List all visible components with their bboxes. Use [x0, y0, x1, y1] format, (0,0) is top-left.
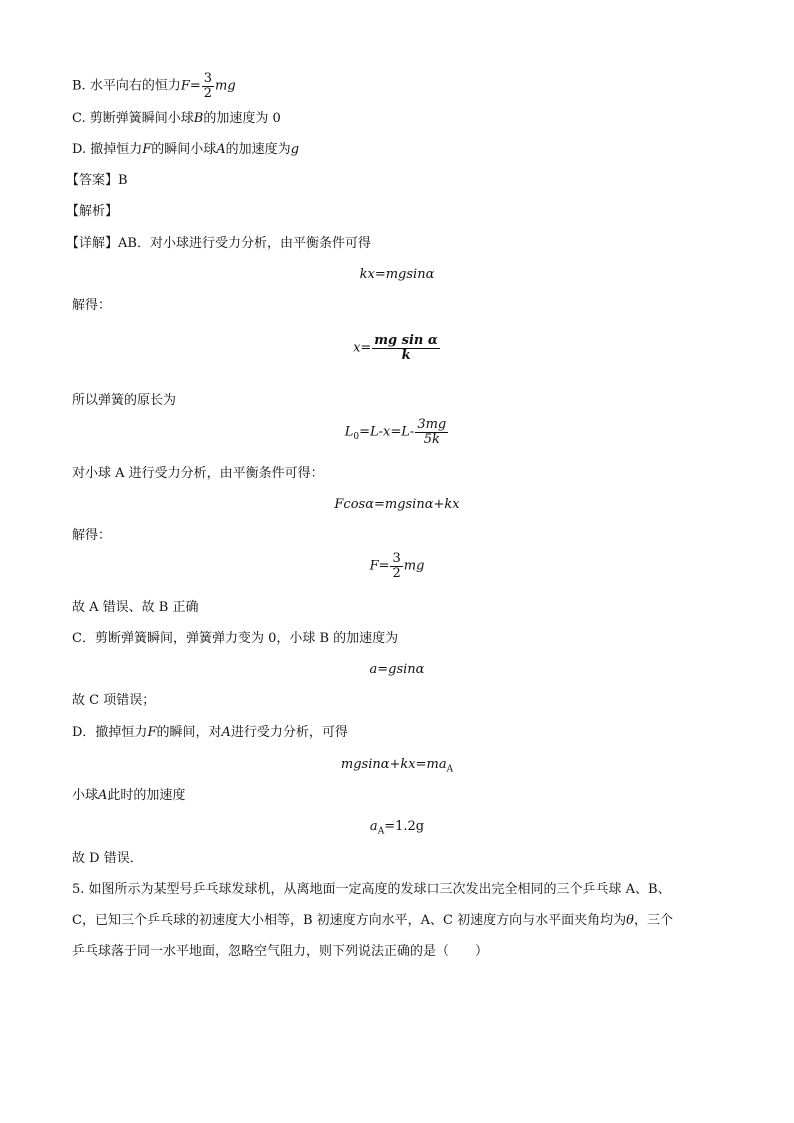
solve-label-1: 解得： — [72, 298, 112, 313]
eq3-mid: =L-x=L- — [359, 424, 415, 440]
d-part-b: 的瞬间，对 — [156, 725, 222, 740]
option-b-fraction — [202, 72, 214, 100]
eq5-fraction — [390, 552, 402, 580]
eq5-num: 3 — [392, 551, 401, 566]
analysis-label: 【解析】 — [66, 204, 119, 219]
option-d — [72, 141, 299, 159]
option-d-text-a: D. 撤掉恒力 — [72, 142, 143, 157]
question-5-line-2 — [72, 912, 673, 930]
option-d-text-b: 的瞬间小球 — [151, 142, 217, 157]
equation-2 — [0, 334, 794, 362]
eq3-lhs: L — [344, 424, 354, 440]
accel-a-var: A — [98, 788, 108, 803]
eq7-main: mgsinα+kx=ma — [340, 757, 447, 772]
q5-line2-b: ，三个 — [633, 913, 673, 928]
eq2-den: k — [401, 347, 411, 363]
question-5-line-3: 乒乓球落于同一水平地面，忽略空气阻力，则下列说法正确的是（ ） — [72, 944, 489, 959]
eq2-num: mg sin α — [374, 333, 438, 348]
original-length-text: 所以弹簧的原长为 — [72, 393, 177, 408]
detail-intro: 【详解】AB．对小球进行受力分析，由平衡条件可得 — [66, 236, 371, 251]
question-5-line-1: 5. 如图所示为某型号乒乓球发球机，从离地面一定高度的发球口三次发出完全相同的三个乒乓球 A、B、 — [72, 882, 671, 897]
option-b — [72, 72, 236, 100]
d-part-a: D．撤掉恒力 — [72, 725, 148, 740]
conclusion-2: 故 C 项错误； — [72, 693, 156, 708]
option-b-var: F — [180, 78, 190, 94]
eq3-den: 5k — [423, 431, 440, 447]
conclusion-3: 故 D 错误． — [72, 851, 143, 866]
option-d-text-c: 的加速度为 — [225, 142, 291, 157]
q5-theta: θ — [626, 913, 634, 928]
accel-a-text — [72, 787, 185, 805]
option-c-text-a: C. 剪断弹簧瞬间小球 — [72, 111, 194, 126]
option-b-eq: = — [189, 78, 201, 94]
conclusion-1: 故 A 错误、故 B 正确 — [72, 600, 199, 615]
option-c-var: B — [193, 111, 204, 126]
frac-num: 3 — [203, 71, 213, 86]
option-d-var-g: g — [290, 142, 300, 157]
option-b-tail: mg — [215, 78, 236, 94]
eq5-lhs: F= — [369, 558, 390, 574]
equation-6: a=gsinα — [369, 662, 425, 677]
d-part-c: 进行受力分析，可得 — [230, 725, 348, 740]
d-part-text — [72, 724, 348, 742]
answer-label: 【答案】 — [66, 173, 119, 188]
d-part-f: F — [147, 725, 157, 740]
eq8-main: a — [369, 819, 378, 834]
equation-5 — [0, 552, 794, 580]
eq3-fraction — [415, 418, 448, 446]
option-d-var-a: A — [216, 142, 226, 157]
equation-3 — [0, 418, 794, 446]
option-c — [72, 110, 281, 128]
option-c-text-b: 的加速度为 0 — [203, 111, 281, 126]
option-d-var-f: F — [142, 142, 152, 157]
equation-4: Fcosα=mgsinα+kx — [334, 497, 460, 512]
eq3-sub: 0 — [353, 432, 360, 443]
solve-label-2: 解得： — [72, 528, 112, 543]
eq8-sub: A — [377, 826, 385, 837]
eq8-tail: =1.2g — [384, 819, 425, 834]
option-b-text: B. 水平向右的恒力 — [72, 78, 181, 94]
eq2-fraction — [372, 334, 440, 362]
frac-den: 2 — [203, 85, 213, 101]
answer — [66, 172, 128, 190]
eq5-tail: mg — [403, 558, 425, 574]
accel-a-pre: 小球 — [72, 788, 99, 803]
eq7-sub: A — [446, 764, 454, 775]
eq3-num: 3mg — [417, 417, 447, 432]
equation-1: kx=mgsinα — [359, 267, 435, 282]
equation-7 — [0, 756, 794, 779]
accel-a-post: 此时的加速度 — [107, 788, 186, 803]
c-part-text: C．剪断弹簧瞬间，弹簧弹力变为 0，小球 B 的加速度为 — [72, 631, 399, 646]
eq2-lhs: x= — [353, 340, 372, 356]
answer-value: B — [118, 173, 128, 188]
ball-a-analysis: 对小球 A 进行受力分析，由平衡条件可得： — [72, 466, 324, 481]
equation-8 — [0, 818, 794, 841]
q5-line2-a: C，已知三个乒乓球的初速度大小相等，B 初速度方向水平，A、C 初速度方向与水平面夹角均为 — [72, 913, 627, 928]
d-part-var: A — [221, 725, 231, 740]
eq5-den: 2 — [392, 565, 401, 581]
